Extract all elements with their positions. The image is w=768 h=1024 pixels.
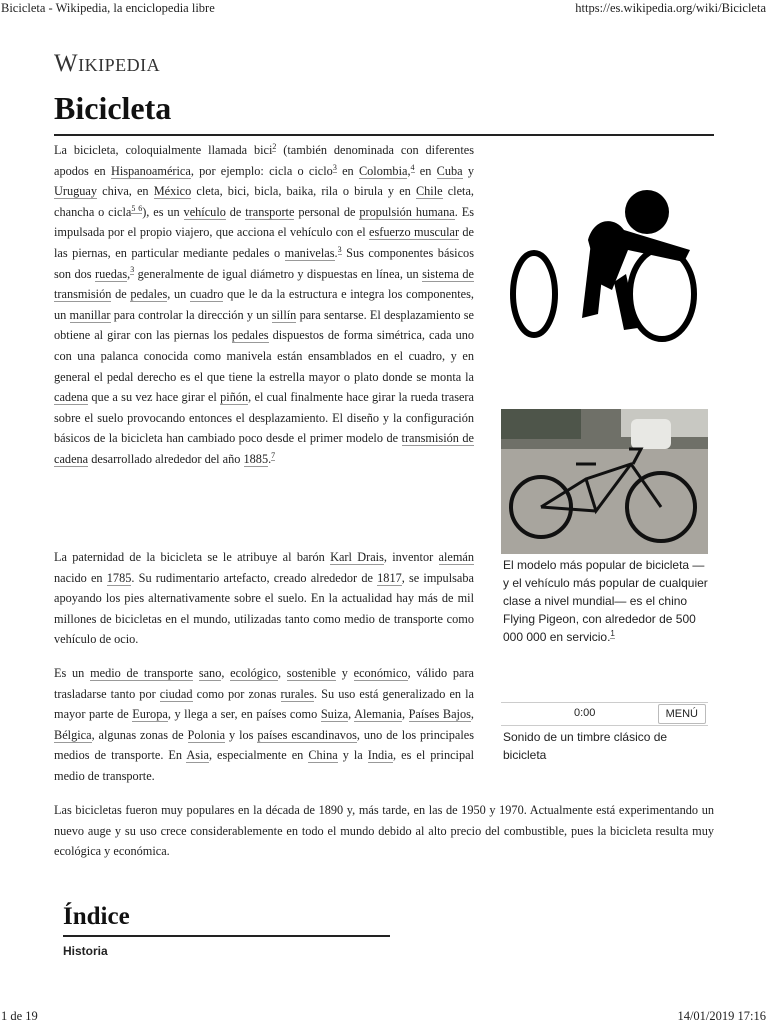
link-sano[interactable]: sano: [198, 666, 222, 680]
link-chile[interactable]: Chile: [415, 184, 443, 199]
link-rurales[interactable]: rurales: [280, 686, 315, 701]
flying-pigeon-image: [501, 409, 708, 554]
paragraph-paternity: La paternidad de la bicicleta se le atribuye al barón Karl Drais, inventor alemán nacido en 1785. Su rudimentario artefacto, creado alrededor de 1817, se impulsaba apoyando los pies alternativamente sobre el suelo. En la actualidad hay más de mil millones de bicicletas en el mundo, utilizadas tanto como medio de transporte como vehículo de ocio.: [54, 550, 475, 647]
link-belgica[interactable]: Bélgica: [54, 727, 92, 742]
link-suiza[interactable]: Suiza: [320, 707, 349, 722]
reference-3b[interactable]: 3: [337, 244, 342, 254]
link-medio-transporte[interactable]: medio de transporte: [90, 666, 194, 680]
image-caption: El modelo más popular de bicicleta —y el vehículo más popular de cualquier clase a nivel mundial— es el chino Flying Pigeon, con alrededor de 500 000 000 en servicio.$^1$: [503, 558, 708, 644]
article-usage: [54, 663, 474, 799]
article-popularity: [54, 800, 714, 862]
reference-4[interactable]: 4: [410, 162, 415, 172]
reference-2[interactable]: 2: [272, 141, 277, 151]
audio-player[interactable]: [501, 702, 708, 726]
link-economico[interactable]: económico: [353, 666, 408, 680]
link-cuba[interactable]: Cuba: [436, 163, 463, 178]
print-footer-date: 14/01/2019 17:16: [677, 1009, 766, 1023]
link-colombia[interactable]: Colombia: [358, 163, 408, 178]
article-paternity: [54, 547, 474, 662]
link-pedales-2[interactable]: pedales: [231, 328, 269, 343]
link-vehiculo[interactable]: vehículo: [183, 204, 226, 219]
caption-reference-1[interactable]: 1: [610, 629, 615, 638]
reference-3c[interactable]: 3: [130, 265, 135, 275]
link-uruguay[interactable]: Uruguay: [54, 184, 98, 199]
link-1885[interactable]: 1885: [243, 451, 269, 466]
link-paises-escandinavos[interactable]: países escandinavos: [257, 727, 357, 742]
link-1817[interactable]: 1817: [377, 570, 402, 585]
link-polonia[interactable]: Polonia: [187, 727, 226, 742]
link-pedales[interactable]: pedales: [130, 287, 168, 302]
link-propulsion-humana[interactable]: propulsión humana: [359, 204, 455, 219]
bicycle-photo[interactable]: [501, 409, 708, 554]
link-transmision-cadena[interactable]: transmisión de cadena: [54, 431, 474, 466]
paragraph-usage: Es un medio de transporte sano, ecológico, sostenible y económico, válido para trasladarse tanto por ciudad como por zonas rurales. Su uso está generalizado en la mayor parte de Europa, y llega a ser, en países como Suiza, Alemania, Países Bajos, Bélgica, algunas zonas de Polonia y los países escandinavos, uno de los principales medios de transporte. En Asia, especialmente en China y la India, es el principal medio de transporte.: [54, 666, 475, 783]
reference-3[interactable]: 3: [332, 162, 337, 172]
link-china[interactable]: China: [308, 748, 338, 763]
print-footer-page: 1 de 19: [1, 1009, 38, 1023]
link-manivelas[interactable]: manivelas: [284, 245, 335, 260]
link-sistema-transmision[interactable]: sistema de transmisión: [54, 266, 474, 302]
paragraph-intro: La bicicleta, coloquialmente llamada bici$^2$ (también denominada con diferentes apodos en Hispanoamérica, por ejemplo: cicla o ciclo$^3$ en Colombia,$^4$ en Cuba y Uruguay chiva, en México cleta, bici, bicla, baika, rila o birula y en Chile cleta, chancha o cicla$^{5 6}$), es un vehículo de transporte personal de propulsión humana. Es impulsada por el propio viajero, que acciona el vehículo con el esfuerzo muscular de las piernas, en particular mediante pedales o manivelas.$^3$ Sus componentes básicos son dos ruedas,$^3$ generalmente de igual diámetro y dispuestas en línea, un sistema de transmisión de pedales, un cuadro que le da la estructura e integra los componentes, un manillar para controlar la dirección y un sillín para sentarse. El desplazamiento se obtiene al girar con las piernas los pedales dispuestos de forma simétrica, cada uno con una palanca conocida como manivela están ensamblados en el cuadro, y en general el pedal derecho es el que tiene la estrella mayor o plato donde se monta la cadena que a su vez hace girar el piñón, el cual finalmente hace girar la rueda trasera sobre el suelo provocando entonces el desplazamiento. El diseño y la configuración básicos de la bicicleta han cambiado poco desde el primer modelo de transmisión de cadena desarrollado alrededor del año 1885.$^7$: [54, 141, 475, 466]
link-cadena[interactable]: cadena: [54, 390, 89, 405]
link-india[interactable]: India: [367, 748, 394, 763]
link-sostenible[interactable]: sostenible: [286, 666, 336, 680]
link-ciudad[interactable]: ciudad: [159, 686, 193, 701]
link-esfuerzo-muscular[interactable]: esfuerzo muscular: [369, 225, 460, 240]
reference-7[interactable]: 7: [271, 450, 276, 460]
audio-caption: Sonido de un timbre clásico de bicicleta: [503, 730, 668, 762]
cyclist-icon[interactable]: [502, 178, 712, 348]
link-hispanoamerica[interactable]: Hispanoamérica: [110, 163, 191, 178]
print-header-url: https://es.wikipedia.org/wiki/Bicicleta: [575, 1, 766, 15]
reference-5-6[interactable]: 5 6: [131, 203, 143, 213]
toc-item-historia[interactable]: Historia: [63, 944, 108, 958]
link-paises-bajos[interactable]: Países Bajos: [408, 707, 471, 722]
link-karl-drais[interactable]: Karl Drais: [330, 550, 384, 564]
paragraph-popularity: Las bicicletas fueron muy populares en la década de 1890 y, más tarde, en las de 1950 y 1970. Actualmente está experimentando un nuevo auge y su uso crece considerablemente en todo el mundo debido al alto precio del combustible, pues la bicicleta resulta muy ecológica y económica.: [54, 803, 714, 859]
print-header-title: Bicicleta - Wikipedia, la enciclopedia libre: [1, 1, 215, 15]
link-asia[interactable]: Asia: [186, 748, 209, 763]
link-ruedas[interactable]: ruedas: [95, 266, 128, 281]
link-manillar[interactable]: manillar: [69, 307, 111, 322]
link-sillin[interactable]: sillín: [271, 307, 297, 322]
link-europa[interactable]: Europa: [132, 707, 168, 722]
toc-divider: [63, 935, 390, 937]
link-transporte[interactable]: transporte: [245, 204, 295, 219]
link-cuadro[interactable]: cuadro: [189, 287, 224, 302]
link-alemania[interactable]: Alemania: [354, 707, 402, 722]
wikipedia-logo[interactable]: Wikipedia: [54, 50, 161, 77]
toc-title: Índice: [63, 903, 130, 930]
link-pinon[interactable]: piñón: [220, 390, 249, 405]
link-mexico[interactable]: México: [153, 184, 192, 199]
link-ecologico[interactable]: ecológico: [230, 666, 278, 680]
page-title: Bicicleta: [54, 90, 172, 126]
article-lead: [54, 140, 474, 482]
link-1785[interactable]: 1785: [106, 570, 132, 585]
audio-time: 0:00: [574, 707, 596, 719]
audio-menu-button[interactable]: MENÚ: [658, 704, 706, 724]
link-aleman[interactable]: alemán: [438, 550, 475, 564]
cyclist-icon-graphic: [502, 178, 712, 348]
title-divider: [54, 134, 714, 136]
